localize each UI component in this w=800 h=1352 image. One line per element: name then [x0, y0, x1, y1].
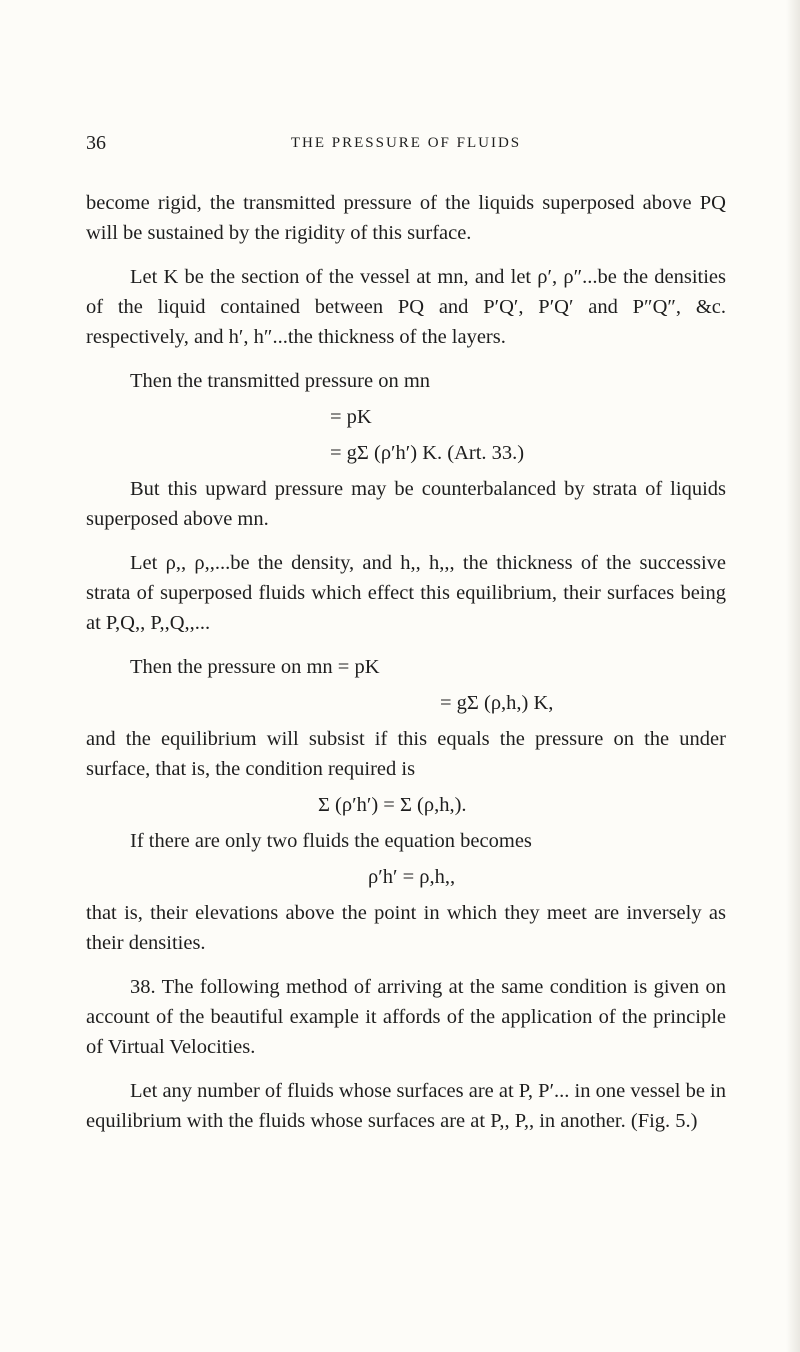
paragraph: Let K be the section of the vessel at mn, and let ρ′, ρ″...be the densities of the liquid contained between PQ and P′Q′, P′Q′ and P″Q″, &c. respectively, and h′, h″...the thickness of the layers. [86, 266, 726, 348]
paragraph: Let ρ,, ρ,,...be the density, and h,, h,,, the thickness of the successive strata of superposed fluids which effect this equilibrium, their surfaces being at P,Q,, P,,Q,,... [86, 552, 726, 634]
paragraph: and the equilibrium will subsist if this equals the pressure on the under surface, that is, the condition required is [86, 728, 726, 780]
paragraph: If there are only two fluids the equation becomes [130, 830, 532, 852]
equation: = pK [330, 406, 372, 428]
paragraph: Then the transmitted pressure on mn [130, 370, 431, 392]
page-number: 36 [86, 132, 106, 154]
paragraph: 38. The following method of arriving at the same condition is given on account of the beautiful example it affords of the application of the principle of Virtual Velocities. [86, 976, 726, 1058]
equation: = gΣ (ρ,h,) K, [440, 692, 554, 714]
paragraph: Then the pressure on mn = pK [130, 656, 380, 678]
paragraph: But this upward pressure may be counterbalanced by strata of liquids superposed above mn. [86, 478, 726, 530]
paragraph: Let any number of fluids whose surfaces are at P, P′... in one vessel be in equilibrium with the fluids whose surfaces are at P,, P,, in another. (Fig. 5.) [86, 1080, 726, 1132]
equation: Σ (ρ′h′) = Σ (ρ,h,). [318, 794, 467, 816]
equation: ρ′h′ = ρ,h,, [368, 866, 456, 888]
paragraph: become rigid, the transmitted pressure of the liquids superposed above PQ will be sustained by the rigidity of this surface. [86, 192, 726, 244]
equation: = gΣ (ρ′h′) K. (Art. 33.) [330, 442, 525, 464]
page-header [86, 132, 726, 156]
page-edge [786, 0, 800, 1352]
paragraph: that is, their elevations above the point in which they meet are inversely as their densities. [86, 902, 726, 954]
body-text [86, 188, 726, 1142]
running-title: THE PRESSURE OF FLUIDS [290, 135, 522, 151]
